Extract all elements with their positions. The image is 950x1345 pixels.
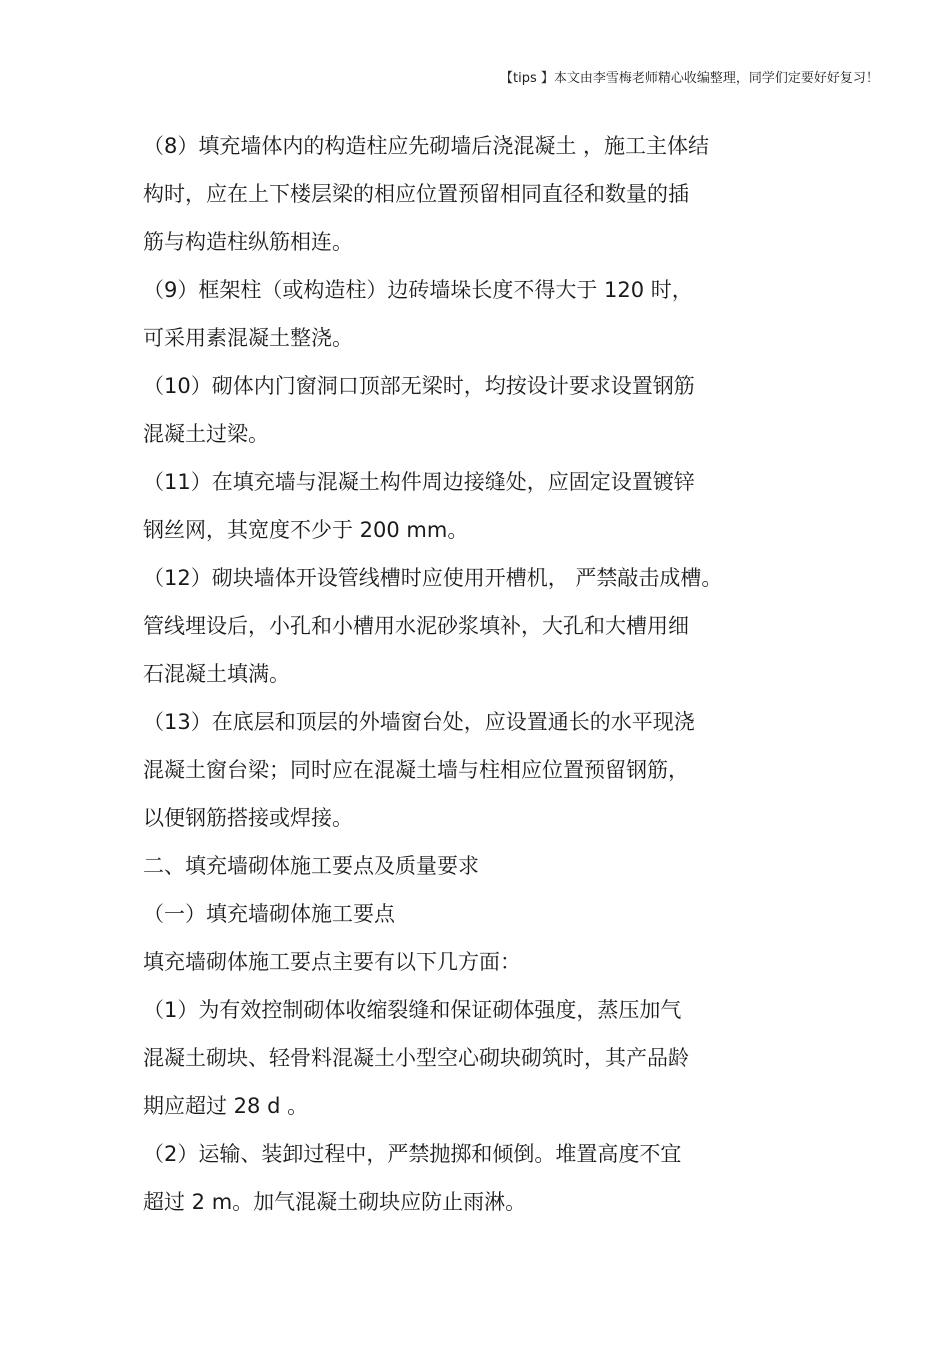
subsection-heading: （一）填充墙砌体施工要点: [143, 902, 395, 926]
text-line: 超过 2 m。加气混凝土砌块应防止雨淋。: [143, 1190, 527, 1214]
text-line: 填充墙砌体施工要点主要有以下几方面：: [143, 950, 521, 974]
text-line: （12）砌块墙体开设管线槽时应使用开槽机， 严禁敲击成槽。: [143, 566, 723, 590]
text-line: 管线埋设后，小孔和小槽用水泥砂浆填补，大孔和大槽用细: [143, 614, 689, 638]
text-line: （9）框架柱（或构造柱）边砖墙垛长度不得大于 120 时，: [143, 278, 693, 302]
text-line: （1）为有效控制砌体收缩裂缝和保证砌体强度，蒸压加气: [143, 998, 682, 1022]
text-line: （13）在底层和顶层的外墙窗台处，应设置通长的水平现浇: [143, 710, 695, 734]
text-line: 可采用素混凝土整浇。: [143, 326, 353, 350]
text-line: （10）砌体内门窗洞口顶部无梁时，均按设计要求设置钢筋: [143, 374, 695, 398]
text-line: 钢丝网，其宽度不少于 200 mm。: [143, 518, 469, 542]
section-heading: 二、填充墙砌体施工要点及质量要求: [143, 854, 479, 878]
header-tips-note: 【tips 】本文由李雪梅老师精心收编整理，同学们定要好好复习！: [500, 71, 879, 86]
text-line: （8）填充墙体内的构造柱应先砌墙后浇混凝土 ，施工主体结: [143, 134, 710, 158]
text-line: （11）在填充墙与混凝土构件周边接缝处，应固定设置镀锌: [143, 470, 695, 494]
text-line: 期应超过 28 d 。: [143, 1094, 309, 1118]
text-line: 混凝土砌块、轻骨料混凝土小型空心砌块砌筑时，其产品龄: [143, 1046, 689, 1070]
text-line: 混凝土过梁。: [143, 422, 269, 446]
document-body: [143, 122, 833, 1226]
text-line: 以便钢筋搭接或焊接。: [143, 806, 353, 830]
text-line: 构时，应在上下楼层梁的相应位置预留相同直径和数量的插: [143, 182, 689, 206]
text-line: 石混凝土填满。: [143, 662, 290, 686]
text-line: 筋与构造柱纵筋相连。: [143, 230, 353, 254]
text-line: （2）运输、装卸过程中，严禁抛掷和倾倒。堆置高度不宜: [143, 1142, 682, 1166]
text-line: 混凝土窗台梁；同时应在混凝土墙与柱相应位置预留钢筋，: [143, 758, 689, 782]
